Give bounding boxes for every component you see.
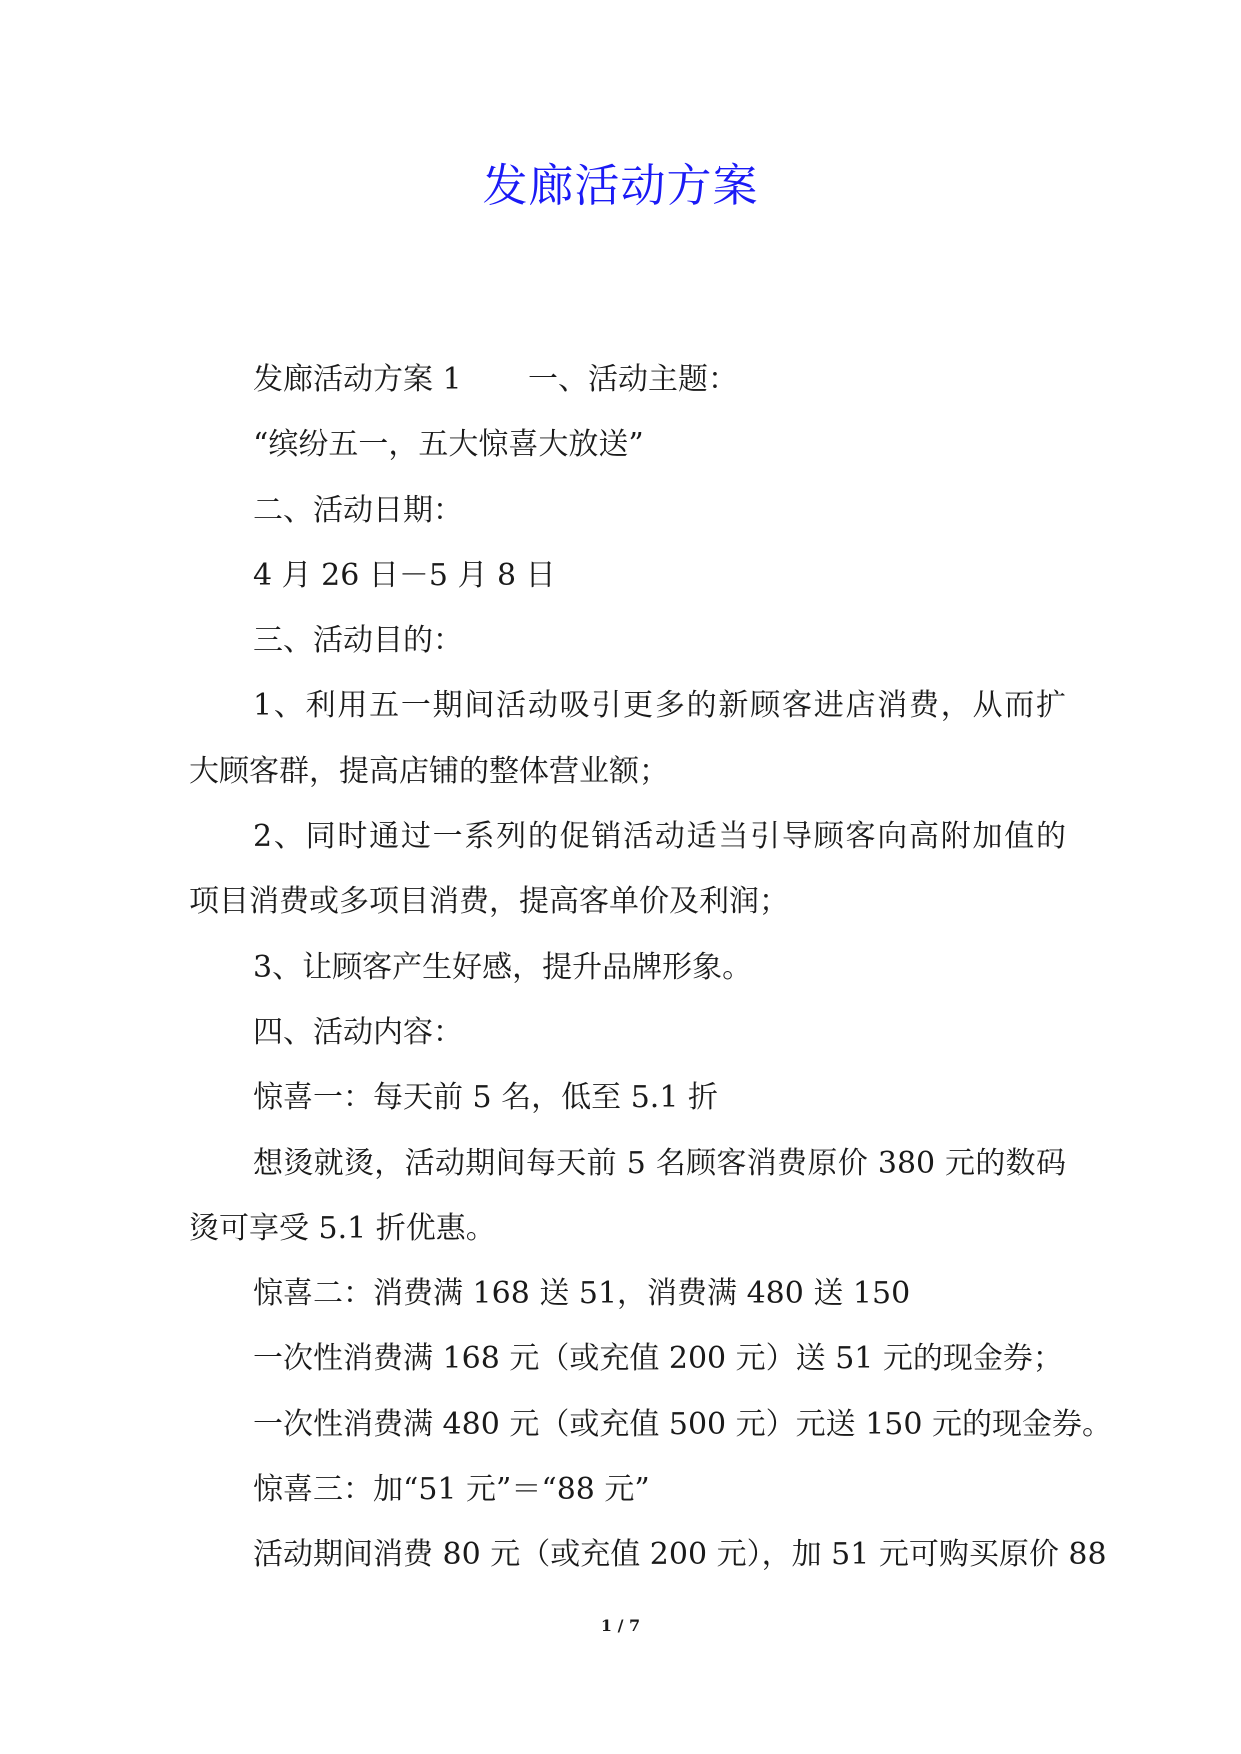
paragraph-line: 大顾客群，提高店铺的整体营业额； — [189, 753, 669, 789]
heading-line — [189, 347, 1066, 412]
section-heading-theme: 一、活动主题： — [528, 362, 738, 397]
paragraph-surprise-one-detail — [189, 1131, 1066, 1262]
paragraph-line: 想烫就烫，活动期间每天前 5 名顾客消费原价 380 元的数码 — [253, 1145, 1066, 1181]
paragraph-line: 1、利用五一期间活动吸引更多的新顾客进店消费，从而扩 — [253, 688, 1066, 724]
paragraph-line: 项目消费或多项目消费，提高客单价及利润； — [189, 884, 789, 920]
paragraph-line: 烫可享受 5.1 折优惠。 — [189, 1210, 496, 1246]
document-title: 发廊活动方案 — [482, 159, 759, 212]
page-number: 1 / 7 — [600, 1616, 641, 1635]
paragraph-line: 2、同时通过一系列的促销活动适当引导顾客向高附加值的 — [253, 819, 1066, 855]
paragraph-surprise-three-detail: 活动期间消费 80 元（或充值 200 元），加 51 元可购买原价 88 — [253, 1537, 1107, 1573]
paragraph-purpose-1 — [189, 673, 1066, 804]
surprise-three-heading: 惊喜三：加“51 元”＝“88 元” — [253, 1472, 650, 1508]
paragraph-surprise-two-detail-2: 一次性消费满 480 元（或充值 500 元）元送 150 元的现金券。 — [253, 1406, 1112, 1442]
section-heading-purpose: 三、活动目的： — [253, 623, 463, 659]
surprise-one-heading: 惊喜一：每天前 5 名，低至 5.1 折 — [253, 1080, 718, 1116]
paragraph-date-text: 4 月 26 日－5 月 8 日 — [253, 557, 556, 593]
document-body — [189, 347, 1112, 1588]
surprise-two-heading: 惊喜二：消费满 168 送 51，消费满 480 送 150 — [253, 1276, 911, 1312]
section-heading-content: 四、活动内容： — [253, 1014, 463, 1050]
section-heading-date: 二、活动日期： — [253, 492, 463, 528]
paragraph-purpose-3: 3、让顾客产生好感，提升品牌形象。 — [253, 949, 753, 985]
paragraph-theme-text: “缤纷五一，五大惊喜大放送” — [253, 427, 644, 463]
plan-heading: 发廊活动方案 1 — [253, 362, 462, 397]
paragraph-purpose-2 — [189, 804, 1066, 935]
paragraph-surprise-two-detail-1: 一次性消费满 168 元（或充值 200 元）送 51 元的现金券； — [253, 1341, 1063, 1377]
